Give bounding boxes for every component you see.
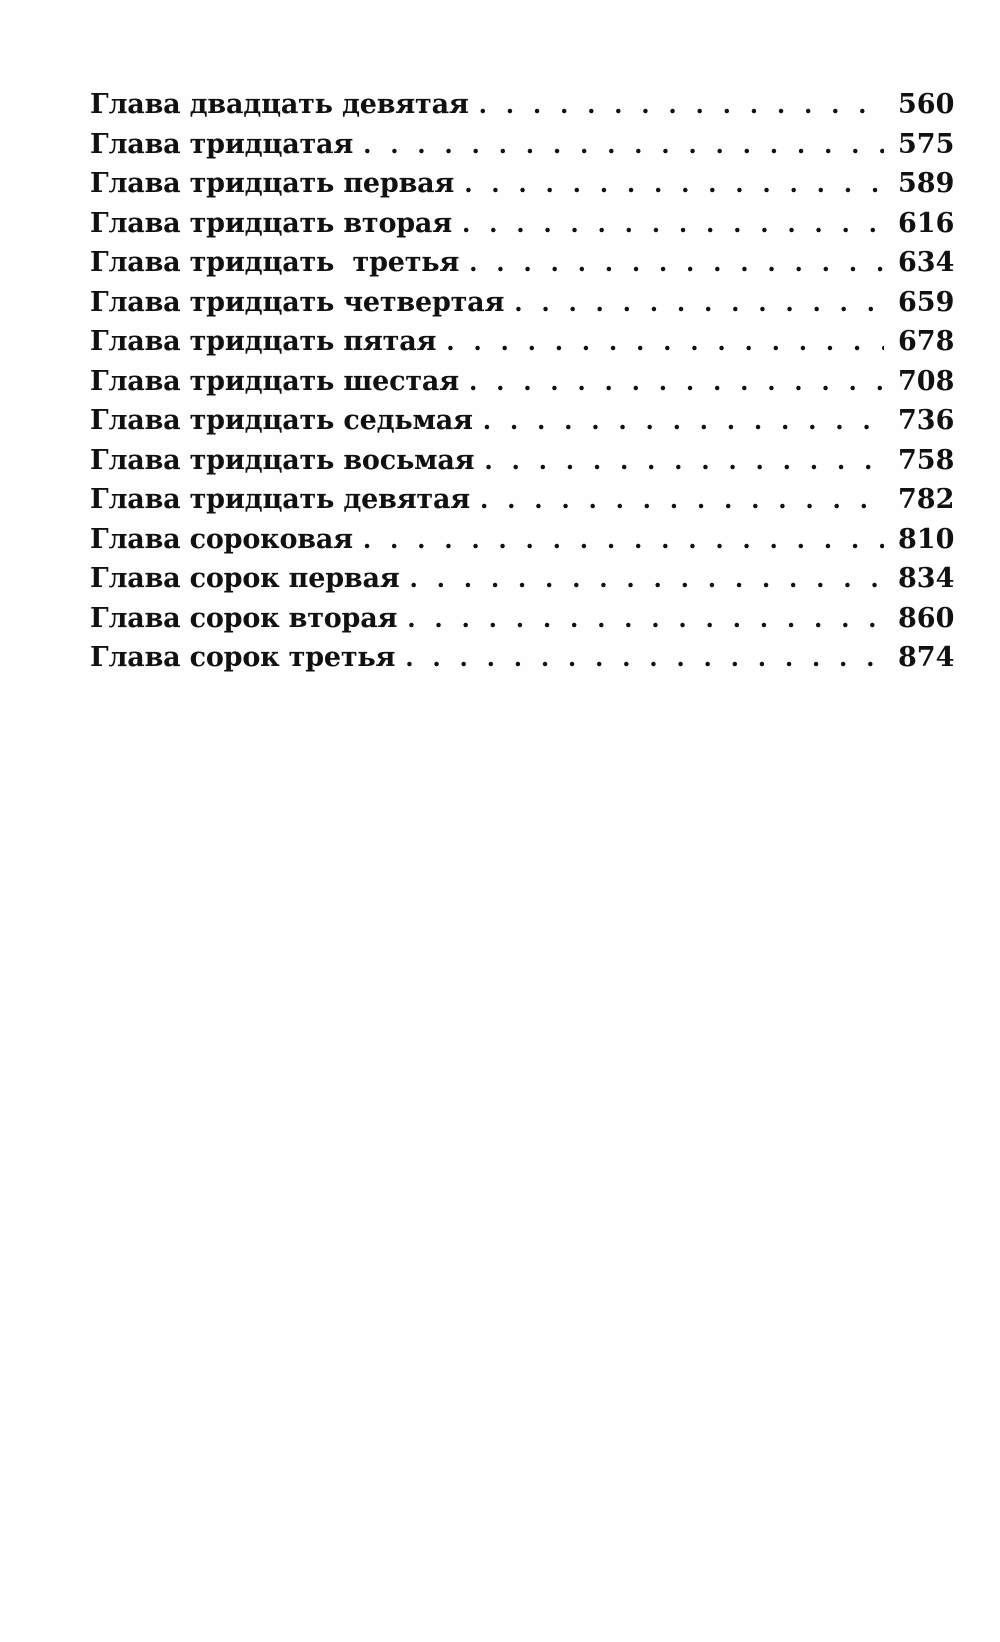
toc-entry [90,85,955,125]
table-of-contents [90,85,955,678]
toc-entry [90,520,955,560]
toc-entry [90,559,955,599]
toc-entry-title: Глава тридцать четвертая [90,286,505,318]
toc-entry-title: Глава тридцатая [90,128,354,160]
toc-dot-leader [464,164,884,204]
toc-entry-title: Глава тридцать вторая [90,207,452,239]
toc-entry-title: Глава сороковая [90,523,353,555]
toc-entry [90,204,955,244]
toc-entry [90,283,955,323]
toc-entry [90,480,955,520]
toc-entry [90,164,955,204]
toc-entry-page: 860 [898,602,955,634]
toc-dot-leader [462,204,884,244]
toc-entry-title: Глава тридцать первая [90,168,455,199]
toc-entry-title: Глава тридцать пятая [90,326,437,357]
toc-entry-page: 758 [898,444,955,476]
toc-entry-page: 782 [898,484,955,515]
toc-entry-page: 736 [898,405,955,436]
toc-entry-page: 834 [898,563,955,594]
toc-entry [90,362,955,402]
toc-entry [90,243,955,283]
toc-dot-leader [405,638,884,678]
toc-entry-page: 874 [898,642,955,673]
toc-dot-leader [409,559,884,599]
toc-entry-page: 616 [898,207,955,239]
toc-entry-title: Глава тридцать шестая [90,365,459,397]
toc-entry-title: Глава тридцать восьмая [90,444,475,476]
toc-entry-page: 659 [898,286,955,318]
toc-entry-page: 810 [898,523,955,555]
toc-entry-title: Глава сорок вторая [90,602,398,634]
toc-dot-leader [446,322,884,362]
toc-dot-leader [363,125,884,165]
toc-entry [90,322,955,362]
toc-entry-page: 589 [898,168,955,199]
toc-entry-title: Глава тридцать третья [90,247,460,278]
toc-entry-title: Глава сорок третья [90,642,396,673]
toc-dot-leader [484,441,884,481]
toc-entry [90,441,955,481]
toc-entry-page: 560 [898,89,955,120]
toc-dot-leader [469,362,884,402]
toc-entry-title: Глава тридцать девятая [90,484,471,515]
toc-entry-page: 575 [898,128,955,160]
toc-entry [90,638,955,678]
toc-dot-leader [363,520,884,560]
toc-dot-leader [480,480,884,520]
toc-entry-page: 708 [898,365,955,397]
toc-entry-title: Глава двадцать девятая [90,89,469,120]
toc-entry-page: 678 [898,326,955,357]
toc-entry [90,125,955,165]
toc-dot-leader [479,85,884,125]
toc-entry-page: 634 [898,247,955,278]
toc-dot-leader [469,243,884,283]
toc-dot-leader [514,283,884,323]
toc-entry [90,401,955,441]
toc-entry [90,599,955,639]
toc-entry-title: Глава сорок первая [90,563,400,594]
toc-entry-title: Глава тридцать седьмая [90,405,473,436]
toc-dot-leader [483,401,884,441]
toc-dot-leader [407,599,884,639]
